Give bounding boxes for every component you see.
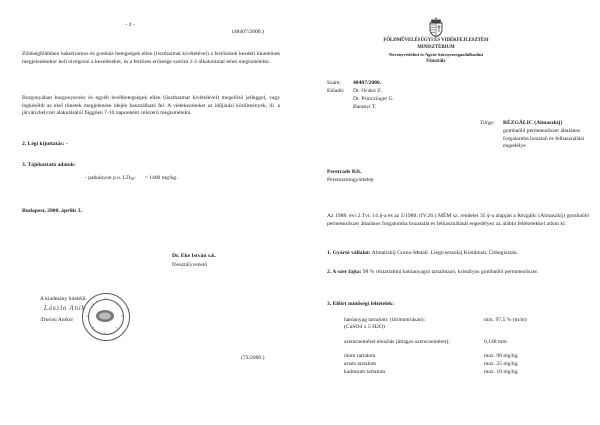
ld50-value: > 1400 mg/kg. — [144, 175, 178, 181]
spec-row-value: max. 25 mg/kg — [484, 361, 518, 367]
section-1-label: 1. Gyártó vállalat: — [327, 250, 371, 256]
section-2-type — [327, 269, 539, 277]
section-2-aerial: 2. Légi kijuttatás: - — [22, 141, 68, 147]
page-number: - 4 - — [125, 22, 135, 28]
szam-label: Szám: — [327, 80, 341, 86]
spec-row-label-2: (CuSO4 x 5 H2O) — [344, 324, 385, 330]
spec-row-value: max. 10 mg/kg — [484, 369, 518, 375]
stamp-emblem-icon — [82, 293, 128, 339]
eloado-2: Dr. Princzinger G. — [353, 96, 395, 102]
department-sub: Főosztály — [426, 59, 446, 64]
eloado-label: Előadó: — [327, 88, 345, 94]
company-address: Peremartongyártelep — [327, 177, 374, 183]
targy-label: Tárgy: — [480, 120, 496, 126]
company-name: Peretrade Kft. — [327, 169, 362, 175]
ministry-name-2: MINISZTÉRIUM — [417, 45, 455, 50]
paragraph-vegetables: Zöldségfélékben baktériumos és gombás betegségek ellen (lisztharmat kivételével) a fertőzések kezdeti tüneteinek megjelenésekor kell elvégezni a kezeléseket, és a fertőzés erőssége szerint 1-2 alkalommal lehet megismételni. — [22, 51, 280, 65]
targy-desc: gombaölő permetezőszer általános forgalomba hozatali és felhasználási engedélye — [503, 128, 585, 150]
section-1-value: Almalizkij Gorno-Metall. Liegicsesszkij Kombinát, Üzbegisztán. — [371, 250, 518, 256]
paragraph-potatoes: Burgonyában burgonyavész és egyéb levélbetegségek ellen (lisztharmat kivételével) megelőző jelleggel, vagy legkésőbb az első tünetek megjelenése idején használható fel. A védekezéseket az időjárási körülmények, ill. a járványhelyzet alakulásától függően 7-10 naponként célszerű megismételni. — [22, 95, 280, 117]
spec-row-label: ólom tartalom — [344, 353, 376, 359]
certify-signature: Lászlo Anik — [44, 305, 86, 312]
date-line: Budapest, 2000. április 3. — [22, 208, 82, 214]
ministry-name-1: FÖLDMŰVELÉSÜGYI ÉS VIDÉKFEJLESZTÉSI — [383, 38, 489, 43]
spec-row-value: 0,148 mm — [484, 339, 507, 345]
signer-title: főosztályvezető — [172, 262, 208, 268]
ld50-subscript: 50 — [130, 176, 135, 181]
section-3-quality: 3. Előírt minőségi feltételek: — [327, 301, 395, 307]
coat-of-arms-icon — [428, 17, 444, 37]
spec-row-label: hatóanyag tartalom: (titrimetriásan): — [344, 317, 426, 323]
szam-value: 48407/2000. — [353, 80, 382, 86]
section-1-manufacturer — [327, 250, 595, 258]
spec-row-label: arzén tartalom — [344, 361, 377, 367]
ld50-label: - patkányon p.o. LD — [85, 175, 131, 181]
certify-name: /Dorosi Anikó/ — [40, 317, 74, 323]
section-2-value: 98 % réztartalmú hatóanyagot tartalmazó, kristályos gombaölő permetezőszer. — [362, 269, 539, 275]
certify-label: A kiadmány hiteléül: — [40, 296, 87, 302]
ld50-colon: : — [134, 175, 136, 181]
spec-row-value: max. 90 mg/kg — [484, 353, 518, 359]
section-2-label: 2. A szer fajta: — [327, 269, 362, 275]
targy-title: RÉZGÁLIC (Almaszkij) — [503, 120, 563, 126]
ref-number-top: (48407/2000.) — [232, 29, 264, 35]
eloado-3: Baranyi T. — [353, 104, 377, 110]
signer-name: Dr. Eke István s.k. — [172, 253, 216, 259]
spec-row-label: kadmium tartalom — [344, 369, 386, 375]
spec-row-value: min. 97,5 % (m/m) — [484, 317, 527, 323]
ref-number-bottom: (73/2000.) — [241, 355, 265, 361]
ld50-line — [85, 175, 177, 183]
department-name: Növényvédelmi és Agrár-környezetgazdálkodási — [388, 52, 484, 57]
section-3-info: 3. Tájékoztató adatok: — [22, 162, 76, 168]
intro-paragraph: Az 1988. évi 2.Tvr. 14.§-a és az 5/1988. (IV.26.) MÉM sz. rendelet 35.§-a alapján a Rézgálic (Almaszkij) gombaölő permetezőszer általános forgalomba hozatalát és felhasználását engedélyez az alábbi feltételekkel adom ki: — [327, 213, 589, 227]
spec-row-label: szemcseméret eloszlás (átlagos szemcseméret): — [344, 339, 450, 345]
eloado-1: Dr. Ocskó Z. — [353, 88, 382, 94]
